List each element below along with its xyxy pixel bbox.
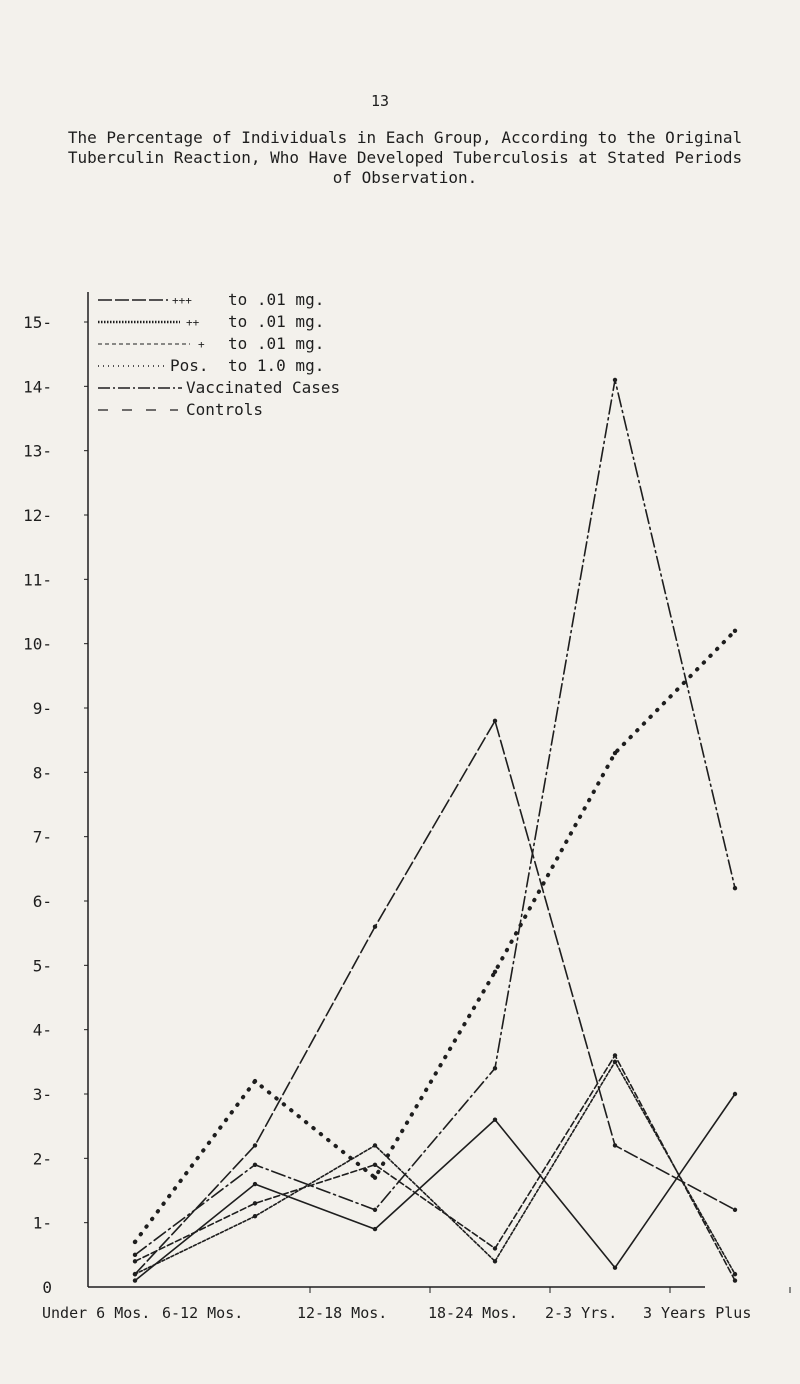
y-tick-label: 1- [32, 1213, 52, 1233]
legend-label-vacc: Vaccinated Cases [186, 378, 341, 397]
axis-ticks [23, 313, 790, 1322]
x-tick-label: 12-18 Mos. [297, 1304, 388, 1322]
data-point [493, 970, 497, 974]
legend-label-pos: to 1.0 mg. [228, 356, 325, 375]
legend-symbol-p: + [198, 338, 205, 351]
y-tick-label: 6- [32, 892, 52, 911]
data-point [613, 1143, 617, 1147]
chart-title-line-3: of Observation. [332, 168, 478, 187]
data-point [133, 1272, 137, 1276]
data-point [373, 925, 377, 929]
chart-title-line-2: Tuberculin Reaction, Who Have Developed Tuberculosis at Stated Periods [67, 148, 743, 167]
series-line-3 [135, 1094, 735, 1281]
series-line-2 [135, 380, 735, 1255]
data-point [613, 1060, 617, 1064]
y-tick-label: 2- [32, 1149, 52, 1169]
data-point [253, 1143, 257, 1147]
y-tick-label: 12- [23, 506, 52, 525]
data-point [493, 1066, 497, 1070]
y-tick-label: 15- [23, 313, 52, 332]
data-point [613, 1266, 617, 1270]
y-tick-label: 8- [32, 763, 52, 783]
y-tick-label: 3- [32, 1085, 52, 1104]
data-point [373, 1163, 377, 1167]
data-point [133, 1253, 137, 1257]
data-point [733, 629, 737, 633]
legend-label-ctrl: Controls [186, 400, 264, 419]
data-point [613, 751, 617, 755]
data-point [493, 1259, 497, 1263]
y-tick-label: 7- [32, 827, 52, 847]
y-tick-label: 11- [23, 570, 52, 590]
x-tick-label: 2-3 Yrs. [545, 1304, 618, 1322]
data-point [733, 1208, 737, 1212]
data-point [133, 1278, 137, 1282]
data-point [613, 378, 617, 382]
data-point [733, 886, 737, 890]
y-tick-label: 9- [32, 699, 52, 718]
legend-symbol-ppp: +++ [172, 294, 192, 307]
data-point [133, 1240, 137, 1244]
page-number: 13 [370, 92, 390, 110]
data-point [733, 1092, 737, 1096]
x-tick-label: Under 6 Mos. [42, 1304, 151, 1322]
series-layer [133, 378, 737, 1283]
data-point [373, 1175, 377, 1179]
y-tick-label: 4- [32, 1020, 52, 1040]
y-tick-label: 10- [23, 634, 52, 654]
legend [98, 290, 340, 419]
data-point [373, 1143, 377, 1147]
legend-label-ppp: to .01 mg. [228, 290, 325, 309]
y-tick-label: 13- [23, 441, 52, 461]
chart-title-line-1: The Percentage of Individuals in Each Group, According to the Original [67, 128, 743, 147]
series-line-0 [135, 721, 735, 1274]
data-point [733, 1278, 737, 1282]
y-tick-label: 0 [42, 1278, 52, 1297]
legend-symbol-pp: ++ [186, 316, 200, 329]
data-point [493, 1118, 497, 1122]
y-tick-label: 5- [32, 956, 52, 976]
data-point [133, 1259, 137, 1263]
y-tick-label: 14- [23, 377, 52, 397]
data-point [373, 1208, 377, 1212]
series-line-1 [135, 631, 735, 1242]
data-point [733, 1272, 737, 1276]
data-point [493, 719, 497, 723]
x-tick-label: 6-12 Mos. [162, 1304, 244, 1322]
series-line-5 [135, 1062, 735, 1274]
x-tick-label: 18-24 Mos. [428, 1304, 519, 1322]
legend-symbol-pos: Pos. [170, 356, 209, 375]
data-point [373, 1227, 377, 1231]
data-point [253, 1079, 257, 1083]
legend-label-pp: to .01 mg. [228, 312, 325, 331]
series-line-4 [135, 1055, 735, 1280]
data-point [493, 1246, 497, 1250]
data-point [253, 1182, 257, 1186]
data-point [613, 1053, 617, 1057]
data-point [253, 1201, 257, 1205]
data-point [253, 1214, 257, 1218]
data-point [253, 1163, 257, 1167]
legend-label-p: to .01 mg. [228, 334, 325, 353]
x-tick-label: 3 Years Plus [643, 1304, 752, 1322]
